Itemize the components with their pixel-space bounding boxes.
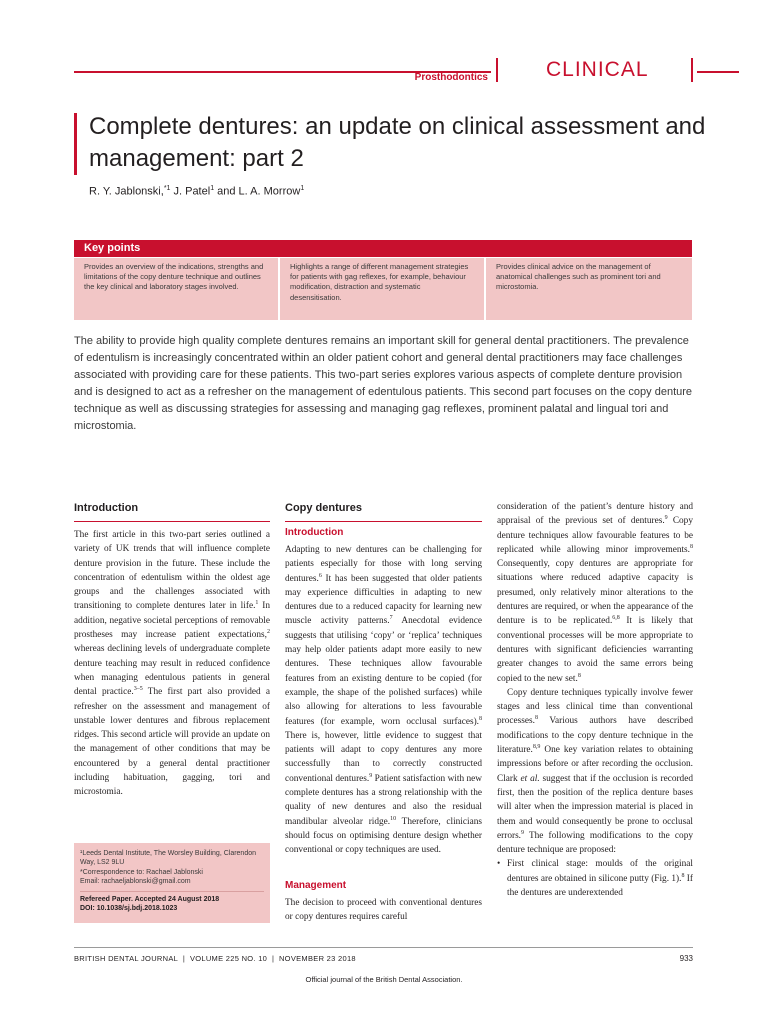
header-divider-right (691, 58, 693, 82)
affiliation-address: ¹Leeds Dental Institute, The Worsley Building, Clarendon Way, LS2 9LU (80, 850, 257, 867)
footer-citation: BRITISH DENTAL JOURNAL | VOLUME 225 NO. 10 | NOVEMBER 23 2018 (74, 954, 356, 963)
author-affiliation-mark: 1 (210, 185, 215, 192)
key-point-item: Highlights a range of different management strategies for patients with gag reflexes, for example, behaviour modification, distraction and systematic desensitisation. (280, 258, 484, 320)
heading-rule (74, 521, 270, 522)
paragraph: The first article in this two-part series outlined a variety of UK trends that will influence complete denture provision in the future. These include the concentration of edentulism within the oldest age groups and the challenges associated with transitioning to complete dentures later in life.$^1$ In addition, negative societal perceptions of removable prostheses may increase patient expectations,$^2$ whereas declining levels of undergraduate complete denture teaching may result in reduced confidence when managing edentulous patients in general dental practice.$^{3-5}$ The first part also provided a refresher on the assessment and management of unstable lower dentures and fibrous replacement ridges. This second article will provide an update on the management of other conditions that may be encountered by a general dental practitioner including habituation, gagging, tori and microstomia. (74, 530, 271, 798)
management-subheading: Management (285, 880, 347, 891)
copy-intro-body (285, 543, 482, 858)
correspondence-email: Email: rachaeljablonski@gmail.com (80, 878, 191, 886)
abstract: The ability to provide high quality complete dentures remains an important skill for general dental practitioners. The prevalence of edentulism is increasingly concentrated within an older patient cohort and general dental practitioners may face challenges associated with providing care for these patients. This two-part series explores various aspects of complete denture provision and is designed to act as a refresher on the management of edentulous patients. This second part focuses on the copy denture technique as well as discussing strategies for assessing and managing gag reflexes, prominent palatal and lingual tori and microstomia. (74, 335, 693, 432)
key-points-heading: Key points (74, 240, 692, 257)
key-point-item: Provides clinical advice on the management of anatomical challenges such as prominent tori and microstomia. (486, 258, 692, 320)
correspondence: *Correspondence to: Rachael Jablonski (80, 868, 203, 876)
official-journal-note: Official journal of the British Dental Association. (305, 975, 463, 984)
copy-intro-subheading: Introduction (285, 527, 344, 538)
footer-rule (74, 947, 693, 948)
paragraph: Copy denture techniques typically involve fewer stages and less clinical time than conventional processes.$^8$ Various authors have described modifications to the copy denture technique in the literature.$^{8,9}$ One key variation relates to obtaining impressions before or after recording the occlusion. Clark et al. suggest that if the occlusion is recorded first, then the position of the replica denture bases will alter when the impression material is placed in them and would consequently be prone to occlusal errors.$^9$ The following modifications to the copy denture technique are proposed: (497, 687, 693, 856)
copy-dentures-heading: Copy dentures (285, 502, 363, 514)
page-number: 933 (679, 954, 693, 963)
key-point-item: Provides an overview of the indications, strengths and limitations of the copy denture technique and outlines the key clinical and laboratory stages involved. (74, 258, 278, 320)
author-affiliation-mark: 1 (300, 185, 305, 192)
section-label: Prosthodontics (414, 72, 488, 83)
accepted-date: Refereed Paper. Accepted 24 August 2018 (80, 895, 220, 903)
header-divider (496, 58, 498, 82)
list-item: • First clinical stage: moulds of the original dentures are obtained in silicone putty (Fig. 1).$^8$ If the dentures are underextended (497, 859, 693, 899)
author-list (89, 185, 304, 198)
heading-rule (285, 521, 482, 522)
paragraph: consideration of the patient’s denture history and appraisal of the previous set of dentures.$^9$ Copy denture techniques allow favourable features to be replicated while allowing minor improvements.$^8$ Consequently, copy dentures are appropriate for situations where reduced adaptive capacity is presumed, only relatively minor alterations to the dentures are required, or when the appearance of the denture is to be replicated.$^{6,8}$ It is likely that conventional processes will be more appropriate to dentures with significant deficiencies warranting greater changes to avoid the same errors being copied to the new set.$^8$ (497, 502, 693, 684)
author-name: and L. A. Morrow (214, 185, 301, 198)
author-name: R. Y. Jablonski, (89, 185, 164, 198)
affiliation-box (74, 843, 270, 923)
introduction-heading: Introduction (74, 502, 139, 514)
column-3-body (497, 500, 693, 900)
author-affiliation-mark: *1 (163, 185, 171, 192)
paragraph: Adapting to new dentures can be challenging for patients especially for those with long serving dentures.$^6$ It has been suggested that older patients may experience difficulties in adapting to new dentures due to a reduced capacity for learning new muscle activity patterns.$^7$ Anecdotal evidence suggests that utilising ‘copy’ or ‘replica’ techniques may help older patients adapt more easily to new dentures. These techniques allow favourable features from an existing denture to be copied (for example, the shape of the polished surfaces) while also allowing for alterations to less favourable features (for example, worn occlusal surfaces).$^8$ There is, however, little evidence to suggest that patients will adapt to copy dentures any more successfully than to correctly constructed conventional dentures.$^9$ Patient satisfaction with new complete dentures has a strong relationship with the quality of new dentures and also the residual mandibular alveolar ridge.$^{10}$ Therefore, clinicians should focus on optimising denture design whether conventional or copy techniques are used. (285, 545, 482, 856)
bullet-icon: • (497, 859, 501, 870)
paragraph: The decision to proceed with conventional dentures or copy dentures requires careful (285, 898, 482, 923)
affiliation-divider (80, 891, 264, 892)
category-label: CLINICAL (546, 58, 649, 81)
header-rule-right (697, 71, 739, 73)
introduction-body (74, 528, 270, 800)
article-title: Complete dentures: an update on clinical assessment and management: part 2 (89, 113, 706, 172)
author-name: J. Patel (170, 185, 211, 198)
management-body (285, 896, 482, 925)
doi: DOI: 10.1038/sj.bdj.2018.1023 (80, 905, 178, 913)
title-accent-bar (74, 113, 77, 175)
